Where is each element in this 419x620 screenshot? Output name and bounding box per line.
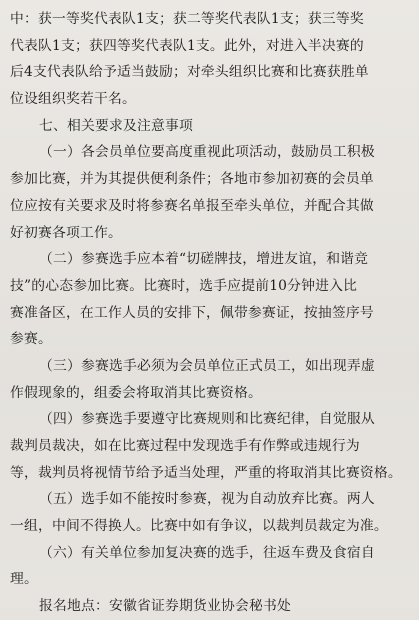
paragraph-first-line: （六）有关单位参加复决赛的选手，往返车费及食宿自 xyxy=(39,544,375,561)
text-line: 位设组织奖若干名。 xyxy=(10,91,136,108)
text-line: 中：获一等奖代表队1支；获二等奖代表队1支；获三等奖 xyxy=(10,11,364,27)
text-line: 技”的心态参加比赛。比赛时，选手应提前10分钟进入比 xyxy=(10,277,358,294)
text-line: 等，裁判员将视情节给予适当处理，严重的将取消其比赛资格。 xyxy=(10,464,402,481)
text-line: 好初赛各项工作。 xyxy=(10,224,122,241)
text-line: 代表队1支；获四等奖代表队1支。此外，对进入半决赛的 xyxy=(10,37,364,54)
text-line: 裁判员裁决，如在比赛过程中发现选手有作弊或违规行为 xyxy=(10,438,360,454)
paragraph-first-line: （三）参赛选手必须为会员单位正式员工，如出现弄虚 xyxy=(39,357,375,374)
text-line: 一组，中间不得换人。比赛中如有争议，以裁判员裁定为准。 xyxy=(10,518,388,535)
paragraph-first-line: （四）参赛选手要遵守比赛规则和比赛纪律，自觉服从 xyxy=(39,411,375,428)
text-line: 理。 xyxy=(10,571,38,588)
paragraph-first-line: （二）参赛选手应本着“切磋牌技，增进友谊，和谐竞 xyxy=(39,251,369,268)
signup-location: 报名地点：安徽省证券期货业协会秘书处 xyxy=(39,598,291,615)
text-line: 位应按有关要求及时将参赛名单报至牵头单位，并配合其做 xyxy=(10,197,374,214)
text-line: 参加比赛，并为其提供便利条件；各地市参加初赛的会员单 xyxy=(10,171,374,188)
text-line: 作假现象的，组委会将取消其比赛资格。 xyxy=(10,384,262,401)
section-heading: 七、相关要求及注意事项 xyxy=(39,117,193,134)
text-line: 后4支代表队给予适当鼓励；对牵头组织比赛和比赛获胜单 xyxy=(10,64,369,81)
paragraph-first-line: （一）各会员单位要高度重视此项活动，鼓励员工积极 xyxy=(39,144,375,161)
text-line: 参赛。 xyxy=(10,331,52,348)
text-line: 赛准备区，在工作人员的安排下，佩带参赛证，按抽签序号 xyxy=(10,304,374,321)
paragraph-first-line: （五）选手如不能按时参赛，视为自动放弃比赛。两人 xyxy=(39,491,375,508)
